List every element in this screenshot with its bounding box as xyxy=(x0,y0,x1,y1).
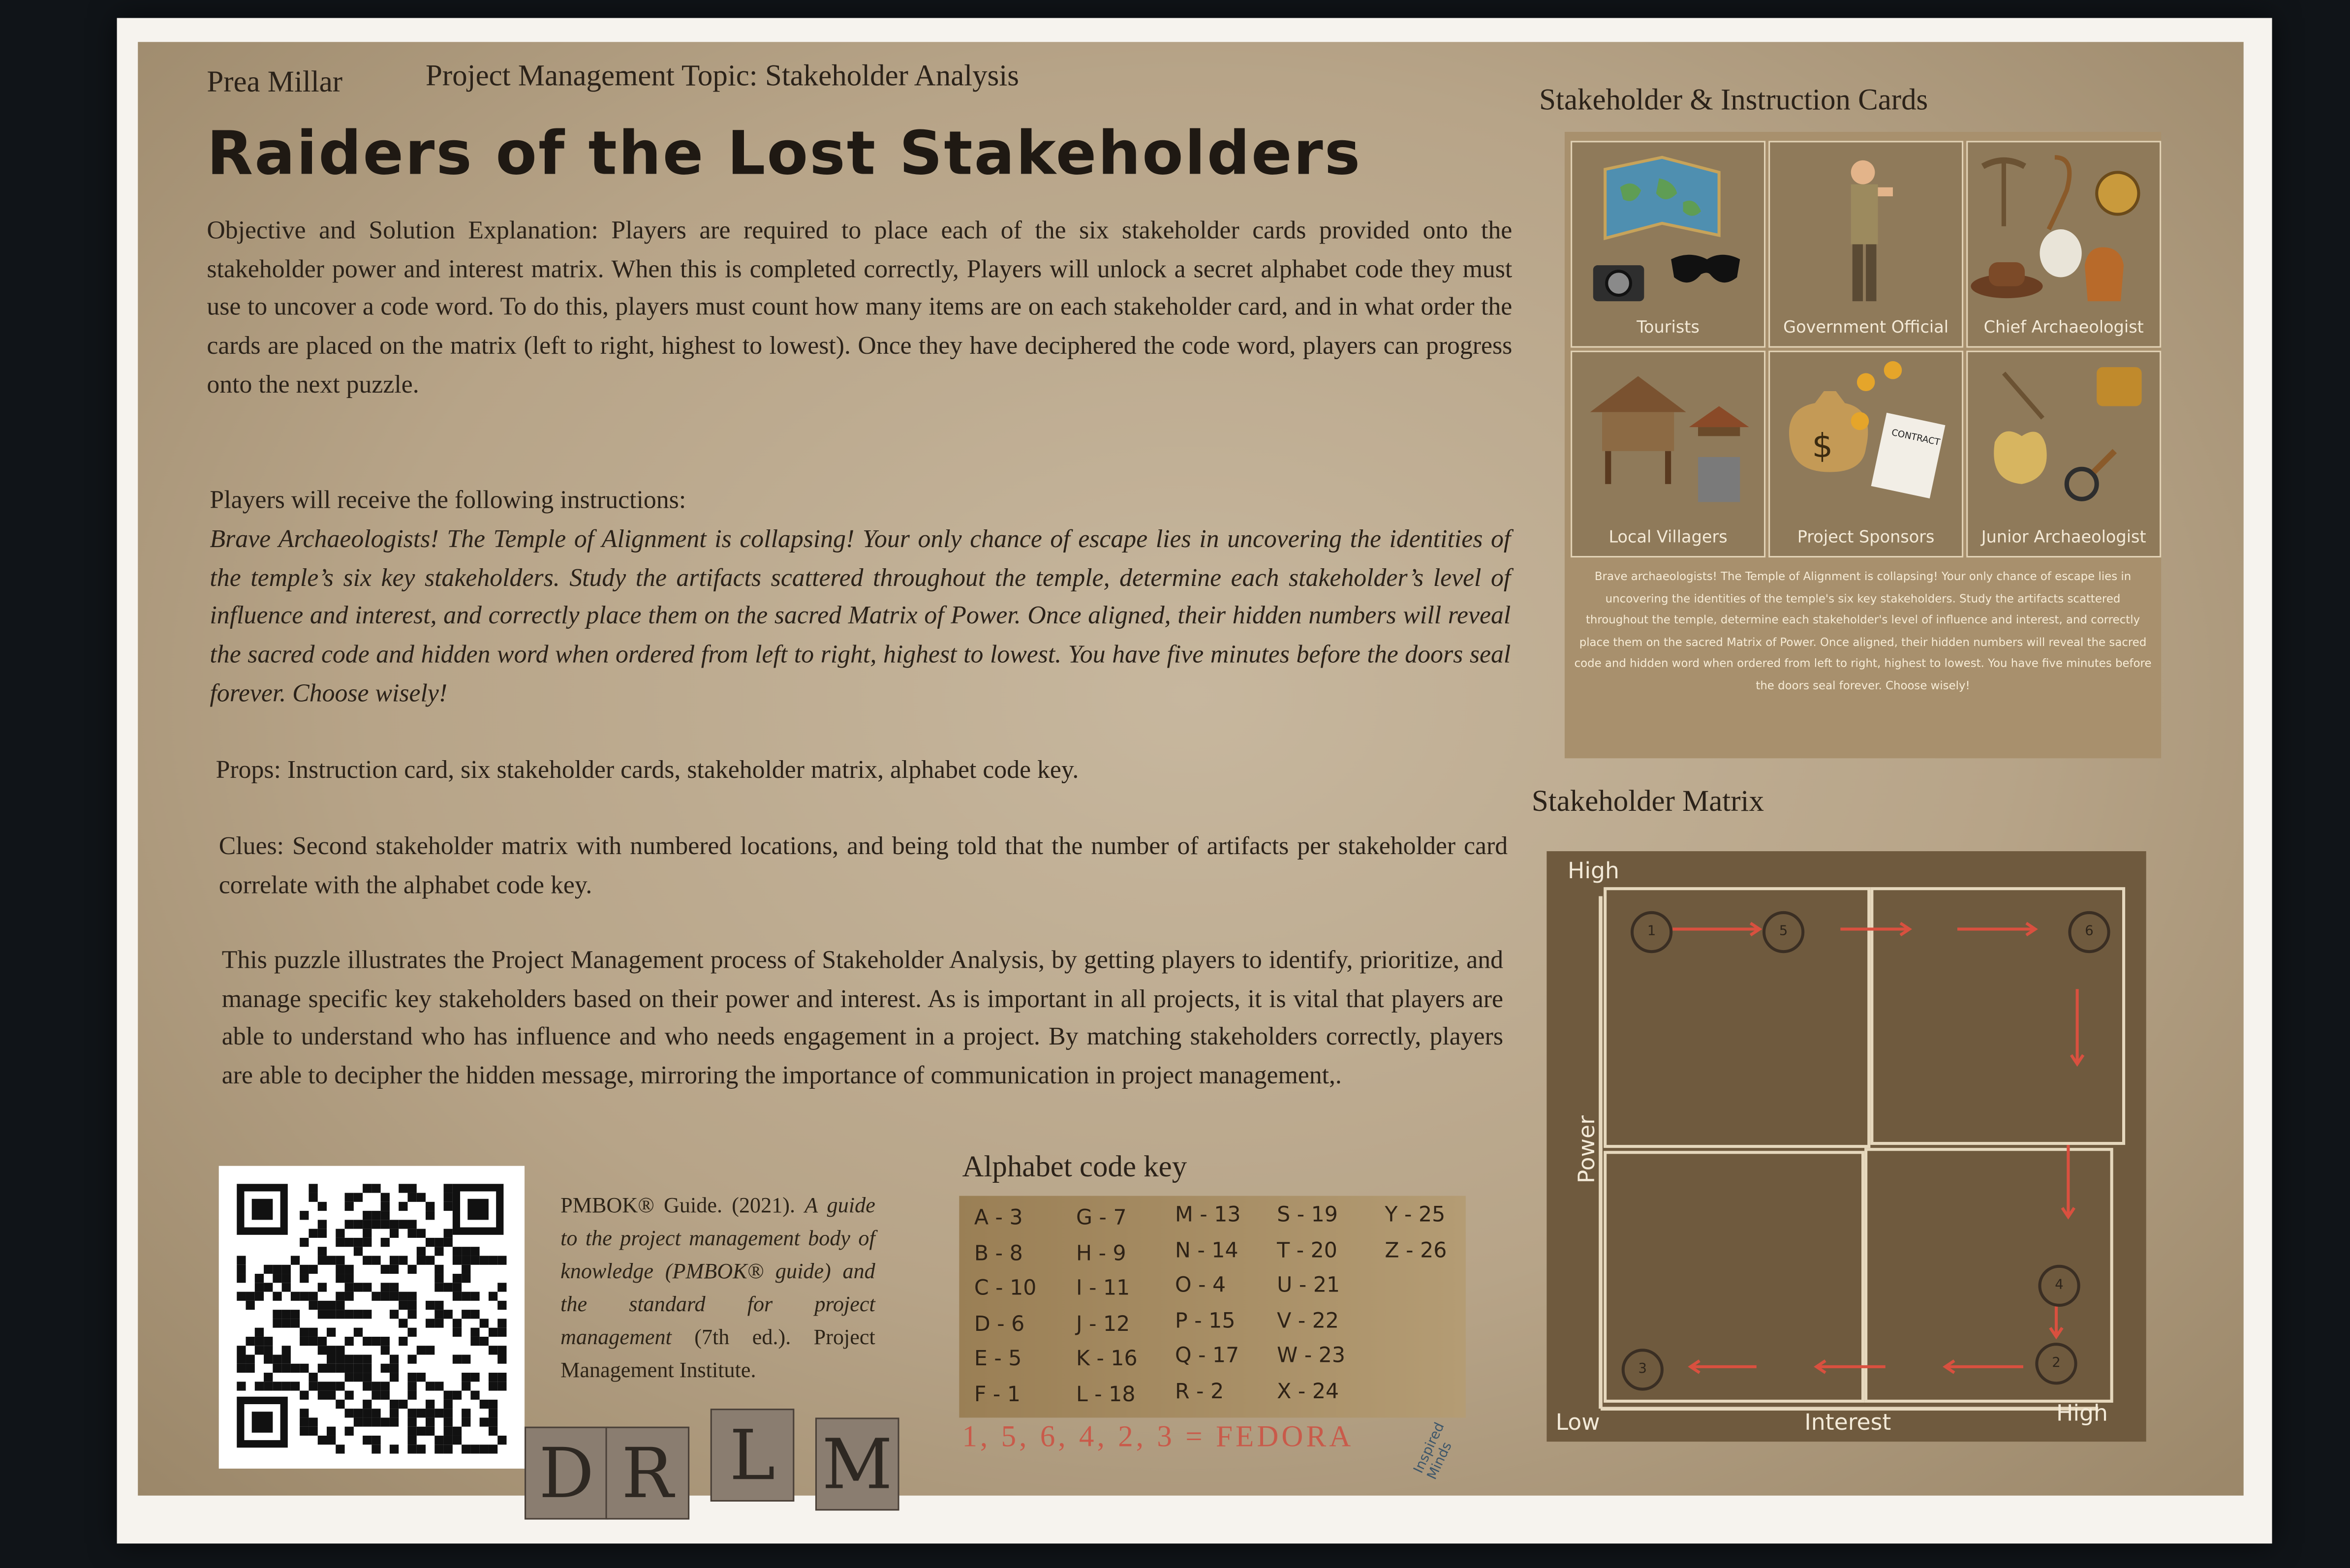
letter-tile-d: D xyxy=(525,1427,609,1520)
letter-tile-l: L xyxy=(711,1409,795,1502)
matrix-position-4: 4 xyxy=(2038,1265,2080,1307)
page-title: Raiders of the Lost Stakeholders xyxy=(207,120,1362,189)
qr-code[interactable] xyxy=(219,1166,525,1469)
author-name: Prea Millar xyxy=(207,66,343,99)
alphabet-column-2: G - 7 H - 9 I - 11 J - 12 K - 16 L - 18 xyxy=(1076,1206,1138,1408)
explanation-paragraph: This puzzle illustrates the Project Management process of Stakeholder Analysis, by getting players to identify, prioritize, and manage specific key stakeholders based on their power and interest. As is important in all projects, it is vital that players are able to understand who has influence and who needs engagement in a project. By matching stakeholders correctly, players are able to decipher the hidden message, mirroring the importance of communication in project management,. xyxy=(221,945,1504,1090)
matrix-low-label: Low xyxy=(1555,1409,1600,1436)
card-tourists xyxy=(1571,141,1765,347)
cards-heading: Stakeholder & Instruction Cards xyxy=(1539,84,1928,117)
svg-text:$: $ xyxy=(1812,426,1833,465)
alphabet-column-3: M - 13 N - 14 O - 4 P - 15 Q - 17 R - 2 xyxy=(1175,1203,1241,1404)
matrix-position-1: 1 xyxy=(1631,911,1672,953)
matrix-position-6: 6 xyxy=(2068,911,2110,953)
reference-tail: (7th ed.). Project Management Institute. xyxy=(560,1326,875,1384)
objective-paragraph: Objective and Solution Explanation: Players are required to place each of the six stakeholder cards provided onto the stakeholder power and interest matrix. When this is completed correctly, Players will unlock a secret alphabet code they must use to uncover a code word. To do this, players must count how many items are on each stakeholder card, and in what order the cards are placed on the matrix (left to right, highest to lowest). Once they have deciphered the code word, players can progress onto the next puzzle. xyxy=(207,215,1513,399)
archaeologist-tools-icon xyxy=(1968,142,2160,346)
reference-title: A guide to the project management body of knowledge (PMBOK® guide) and the standard for project management xyxy=(560,1194,875,1351)
card-label-government-official: Government Official xyxy=(1783,317,1949,338)
card-chief-archaeologist xyxy=(1966,141,2161,347)
contract-label: CONTRACT xyxy=(1890,427,1941,448)
matrix-interest-label: Interest xyxy=(1804,1409,1891,1436)
topic-label: Project Management Topic: Stakeholder Analysis xyxy=(426,60,1020,93)
stakeholder-matrix xyxy=(1546,851,2146,1442)
matrix-position-5: 5 xyxy=(1762,911,1804,953)
alphabet-column-4: S - 19 T - 20 U - 21 V - 22 W - 23 X - 24 xyxy=(1277,1203,1346,1404)
card-junior-archaeologist xyxy=(1966,351,2161,557)
qr-code-icon xyxy=(219,1166,525,1469)
matrix-power-label: Power xyxy=(1573,1115,1601,1184)
junior-tools-icon xyxy=(1968,352,2160,556)
alphabet-column-1: A - 3 B - 8 C - 10 D - 6 E - 5 F - 1 xyxy=(974,1206,1037,1408)
card-project-sponsors xyxy=(1768,351,1963,557)
card-label-junior-archaeologist: Junior Archaeologist xyxy=(1981,527,2146,547)
card-government-official xyxy=(1768,141,1963,347)
reference-lead: PMBOK® Guide. (2021). xyxy=(560,1194,796,1219)
reference-citation xyxy=(560,1190,875,1387)
card-label-tourists: Tourists xyxy=(1637,317,1700,338)
matrix-position-3: 3 xyxy=(1622,1349,1664,1390)
instructions-text: Brave Archaeologists! The Temple of Alignment is collapsing! Your only chance of escape lies in uncovering the identities of the temple’s six key stakeholders. Study the artifacts scattered throughout the temple, determine each stakeholder’s level of influence and interest, and correctly place them on the sacred Matrix of Power. Once aligned, their hidden numbers will reveal the sacred code and hidden word when ordered from left to right, highest to lowest. You have five minutes before the doors seal forever. Choose wisely! xyxy=(210,524,1511,707)
alphabet-heading: Alphabet code key xyxy=(962,1151,1187,1184)
card-label-project-sponsors: Project Sponsors xyxy=(1797,527,1935,547)
clues-paragraph: Clues: Second stakeholder matrix with numbered locations, and being told that the number of artifacts per stakeholder card correlate with the alphabet code key. xyxy=(218,831,1508,899)
instructions-intro: Players will receive the following instructions: xyxy=(210,485,686,514)
letter-tile-m: M xyxy=(815,1417,899,1510)
props-paragraph: Props: Instruction card, six stakeholder cards, stakeholder matrix, alphabet code key. xyxy=(216,755,1079,784)
alphabet-column-5: Y - 25 Z - 26 xyxy=(1385,1203,1447,1263)
matrix-position-2: 2 xyxy=(2035,1343,2077,1384)
tourists-icon xyxy=(1572,142,1764,346)
matrix-high-y-label: High xyxy=(1568,857,1620,885)
code-answer: 1, 5, 6, 4, 2, 3 = FEDORA xyxy=(962,1420,1354,1454)
money-contract-icon xyxy=(1770,352,1962,556)
letter-tile-r: R xyxy=(606,1427,690,1520)
card-local-villagers xyxy=(1571,351,1765,557)
matrix-high-x-label: High xyxy=(2056,1399,2108,1427)
village-icon xyxy=(1572,352,1764,556)
instruction-card-text: Brave archaeologists! The Temple of Alignment is collapsing! Your only chance of escape lies in uncovering the identities of the temple's six key stakeholders. Study the artifacts scattered throughout the temple, determine each stakeholder's level of influence and interest, and correctly place them on the sacred Matrix of Power. Once aligned, their hidden numbers will reveal the sacred code and hidden word when ordered from left to right, highest to lowest. You have five minutes before the doors seal forever. Choose wisely! xyxy=(1574,569,2152,692)
alphabet-code-key xyxy=(959,1196,1466,1418)
brand-stamp: Inspired Minds xyxy=(1412,1420,1456,1482)
card-label-local-villagers: Local Villagers xyxy=(1608,527,1728,547)
matrix-heading: Stakeholder Matrix xyxy=(1531,785,1764,819)
card-label-chief-archaeologist: Chief Archaeologist xyxy=(1983,317,2144,338)
official-icon xyxy=(1770,142,1962,346)
